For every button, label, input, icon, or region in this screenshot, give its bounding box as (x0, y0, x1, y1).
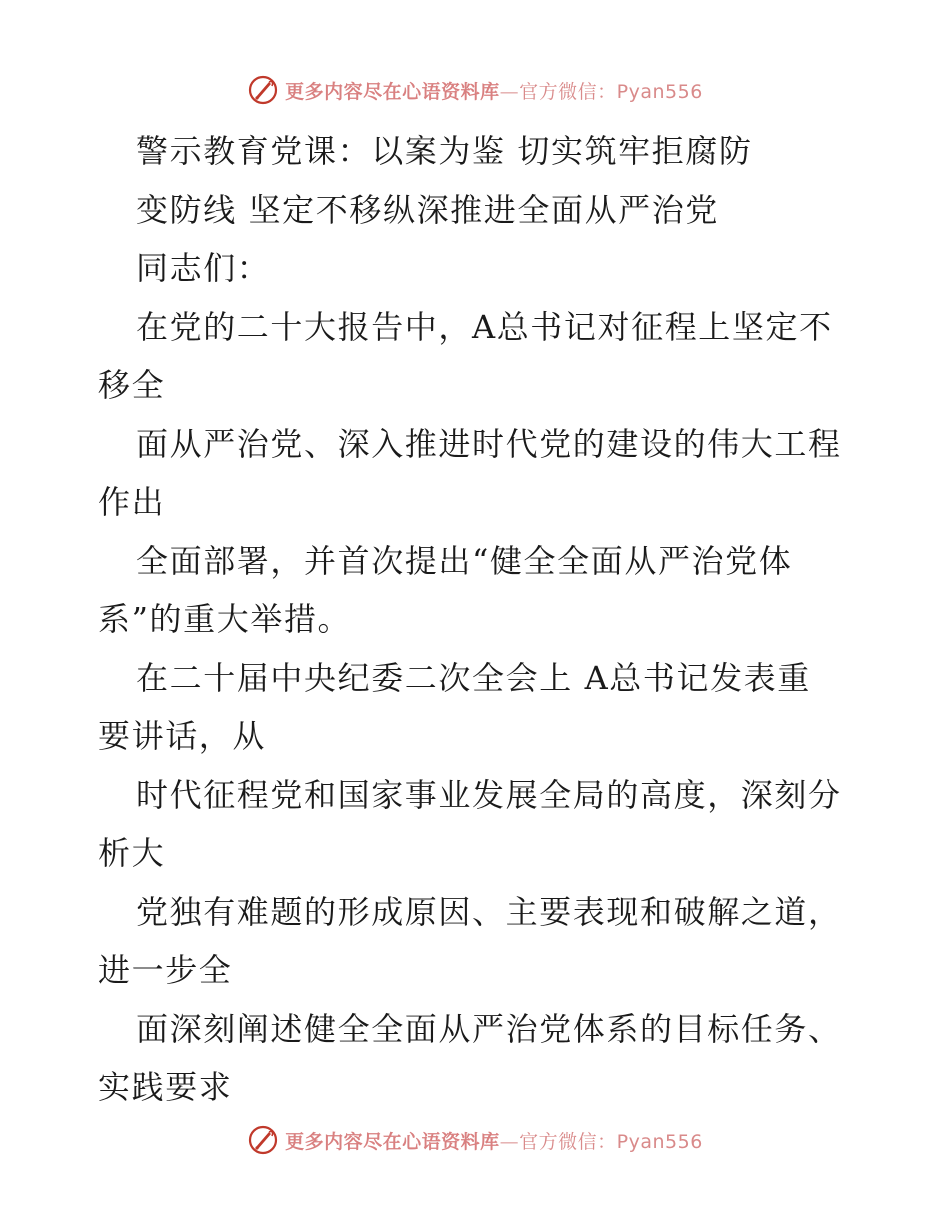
text-line: 移全 (98, 366, 166, 404)
quill-logo-icon (247, 1124, 279, 1156)
text-line: 变防线 坚定不移纵深推进全面从严治党 (136, 190, 719, 229)
text-line: 进一步全 (98, 951, 233, 989)
document-body (98, 122, 878, 1117)
text-line: 实践要求 (98, 1068, 233, 1106)
watermark-text: 更多内容尽在心语资料库—官方微信：Pyan556 (285, 1130, 703, 1153)
text-line: 作出 (98, 483, 166, 521)
text-line: 时代征程党和国家事业发展全局的高度，深刻分 (136, 775, 842, 814)
header-watermark (0, 72, 950, 108)
text-line: 要讲话，从 (98, 717, 267, 755)
text-line: 面从严治党、深入推进时代党的建设的伟大工程 (136, 424, 842, 463)
text-line: 警示教育党课：以案为鉴 切实筑牢拒腐防 (136, 132, 753, 170)
watermark-text: 更多内容尽在心语资料库—官方微信：Pyan556 (285, 80, 703, 103)
text-line: 全面部署，并首次提出“健全全面从严治党体 (136, 541, 793, 580)
text-line: 同志们： (136, 249, 271, 287)
text-line: 面深刻阐述健全全面从严治党体系的目标任务、 (136, 1009, 842, 1048)
text-line: 党独有难题的形成原因、主要表现和破解之道， (136, 892, 842, 931)
text-line: 析大 (98, 834, 166, 872)
quill-logo-icon (247, 74, 279, 106)
text-line: 在党的二十大报告中，A总书记对征程上坚定不 (136, 307, 833, 346)
text-line: 在二十届中央纪委二次全会上 A总书记发表重 (136, 658, 811, 697)
footer-watermark (0, 1122, 950, 1158)
text-line: 系”的重大举措。 (98, 600, 352, 638)
